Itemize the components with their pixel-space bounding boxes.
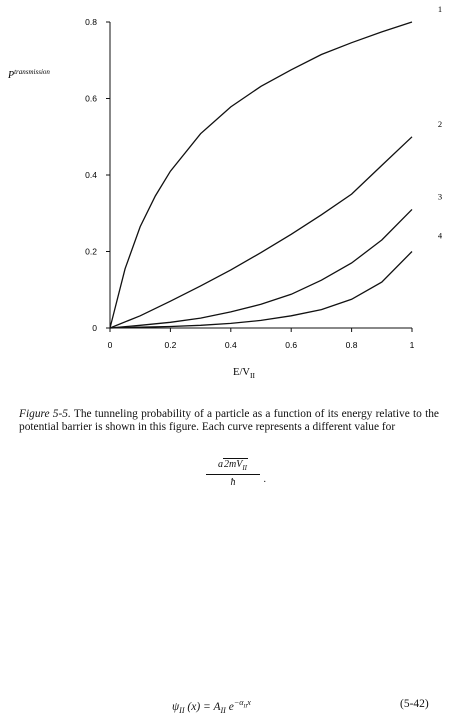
curve-2 xyxy=(110,137,412,328)
chart-series xyxy=(110,4,443,328)
curve-label-3: 3 xyxy=(437,191,443,202)
y-tick-label: 0.2 xyxy=(85,246,97,257)
y-axis-label: $P^{transmission}$ xyxy=(8,68,50,81)
curve-label-2: 2 xyxy=(437,118,443,129)
chart-ticks xyxy=(85,17,414,350)
y-tick-label: 0.8 xyxy=(85,17,97,27)
equation-number: (5-42) xyxy=(400,698,429,710)
x-axis-label: $E/V_{II}$ xyxy=(233,367,255,380)
equation-5-42: $\psi_{II}$ $(x) = A_{II}$ $e^{-\alpha_{II}x}$ xyxy=(172,698,251,716)
fraction-numerator: $a2mV_{II}$ xyxy=(206,459,260,475)
figure-label: Figure 5-5. xyxy=(19,408,71,420)
caption-text: The tunneling probability of a particle as a function of its energy relative to the potential barrier is shown in this figure. Each curve represents a different value for xyxy=(19,408,439,434)
fraction-denominator: ħ xyxy=(230,477,236,488)
sqrt-radicand: $2mV_{II}$ xyxy=(223,459,247,472)
y-tick-label: 0.6 xyxy=(85,93,97,104)
curve-1 xyxy=(110,22,412,328)
curve-label-4: 4 xyxy=(437,230,443,241)
equation-exponent: −αIIx xyxy=(233,698,251,710)
x-tick-label: 0.8 xyxy=(345,340,358,350)
x-tick-label: 0.2 xyxy=(164,340,177,350)
curve-3 xyxy=(110,209,412,328)
y-tick-label: 0.4 xyxy=(85,170,97,180)
x-tick-label: 0 xyxy=(107,340,113,350)
x-tick-label: 0.6 xyxy=(285,340,298,350)
barrier-parameter-fraction xyxy=(206,459,266,488)
x-tick-label: 0.4 xyxy=(224,340,237,350)
y-tick-label: 0 xyxy=(92,323,97,333)
curve-4 xyxy=(110,252,412,329)
chart-axis-labels xyxy=(7,68,255,380)
figure-caption xyxy=(19,408,439,434)
fraction-period: . xyxy=(263,474,266,485)
curve-label-1: 1 xyxy=(437,4,443,14)
x-tick-label: 1 xyxy=(409,340,415,350)
chart-axes xyxy=(110,22,412,328)
